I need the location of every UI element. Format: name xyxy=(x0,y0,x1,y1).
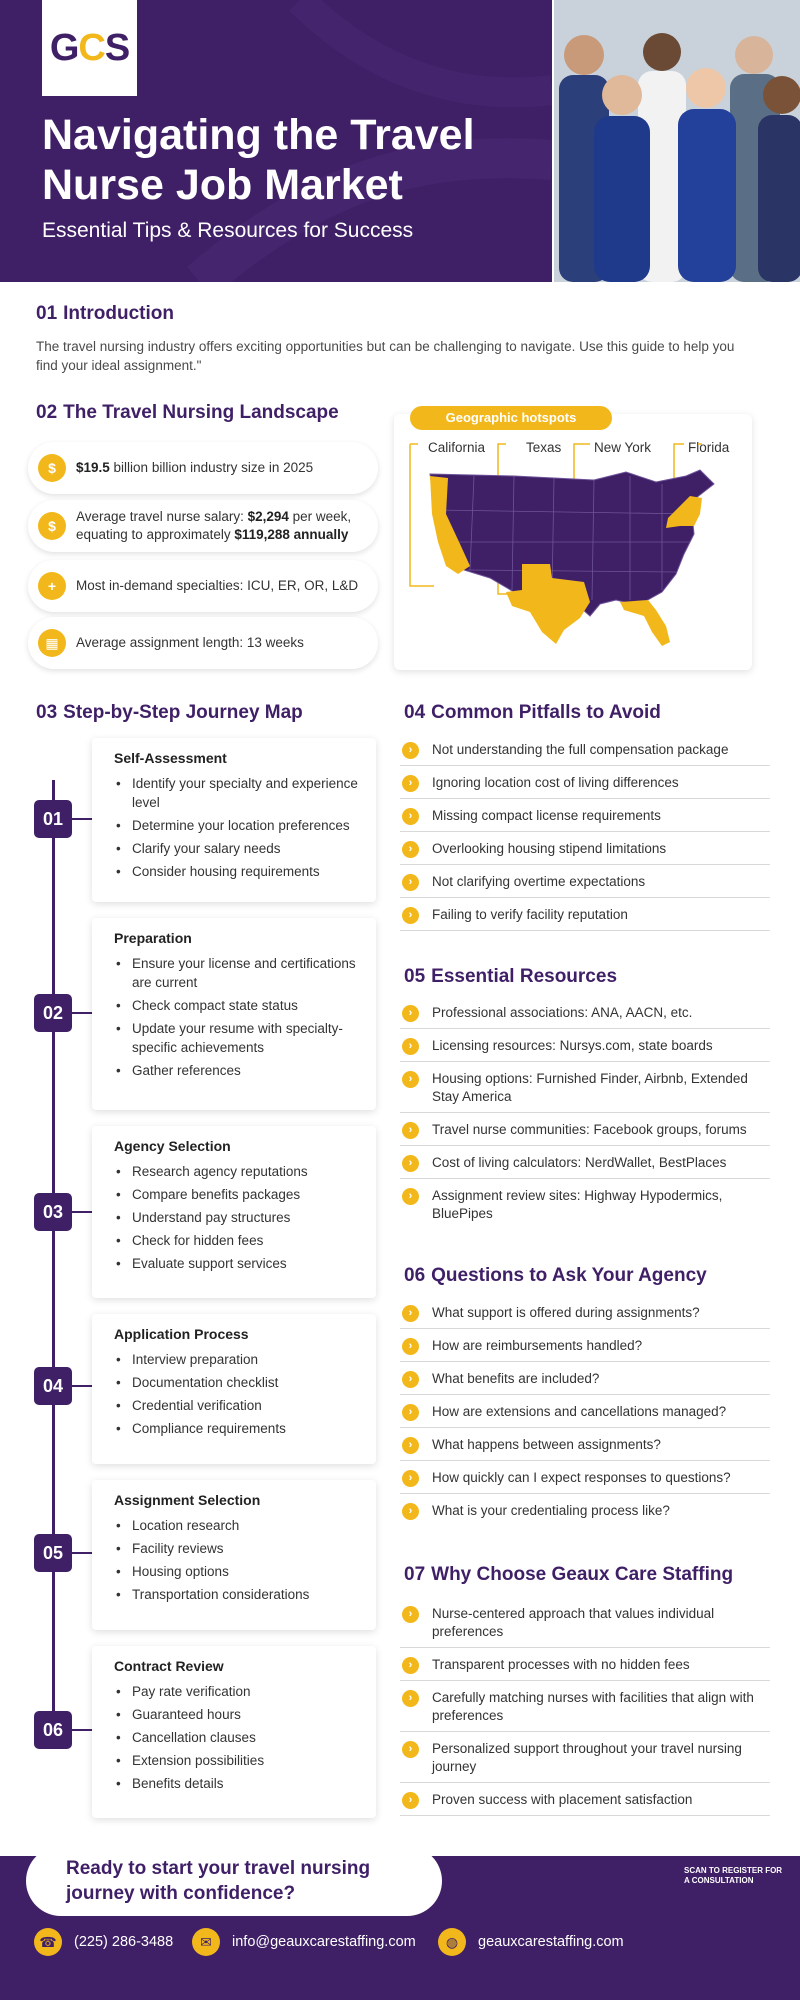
chevron-right-icon: › xyxy=(402,907,419,924)
landscape-heading: 02 The Travel Nursing Landscape xyxy=(36,402,339,423)
chevron-right-icon: › xyxy=(402,1606,419,1623)
nurses-group-photo xyxy=(552,0,800,282)
step-item: • Research agency reputations xyxy=(114,1162,358,1181)
calendar-icon: ▦ xyxy=(38,629,66,657)
step-card-self-assessment xyxy=(92,738,376,902)
chevron-right-icon: › xyxy=(402,1690,419,1707)
list-item: › What happens between assignments? xyxy=(400,1436,770,1461)
stat-industry-size: $ $19.5 billion billion industry size in 2025 xyxy=(28,442,378,494)
chevron-right-icon: › xyxy=(402,1122,419,1139)
chevron-right-icon: › xyxy=(402,1005,419,1022)
chevron-right-icon: › xyxy=(402,1188,419,1205)
chevron-right-icon: › xyxy=(402,1038,419,1055)
list-item: › Travel nurse communities: Facebook groups, forums xyxy=(400,1121,770,1146)
chevron-right-icon: › xyxy=(402,808,419,825)
journey-heading: 03 Step-by-Step Journey Map xyxy=(36,702,303,723)
list-item: › How quickly can I expect responses to questions? xyxy=(400,1469,770,1494)
step-item: • Extension possibilities xyxy=(114,1751,358,1770)
step-title: Application Process xyxy=(114,1326,249,1342)
list-item: › What is your credentialing process like? xyxy=(400,1502,770,1526)
step-title: Agency Selection xyxy=(114,1138,231,1154)
journey-timeline-line xyxy=(52,780,55,1740)
stethoscope-icon: + xyxy=(38,572,66,600)
resources-list xyxy=(400,1004,770,1237)
why-heading: 07 Why Choose Geaux Care Staffing xyxy=(404,1564,734,1585)
step-item: • Check compact state status xyxy=(114,996,358,1015)
step-connector xyxy=(72,1012,92,1014)
step-title: Self-Assessment xyxy=(114,750,227,766)
step-item: • Housing options xyxy=(114,1562,358,1581)
state-label-new-york: New York xyxy=(594,440,652,455)
list-item: › What benefits are included? xyxy=(400,1370,770,1395)
step-item: • Documentation checklist xyxy=(114,1373,358,1392)
chevron-right-icon: › xyxy=(402,1155,419,1172)
chevron-right-icon: › xyxy=(402,1071,419,1088)
website-link[interactable]: geauxcarestaffing.com xyxy=(478,1934,624,1950)
step-connector xyxy=(72,1552,92,1554)
chevron-right-icon: › xyxy=(402,874,419,891)
step-card-assignment-selection xyxy=(92,1480,376,1630)
step-item: • Pay rate verification xyxy=(114,1682,358,1701)
list-item: › Carefully matching nurses with facilities that align with preferences xyxy=(400,1689,770,1732)
resources-heading: 05 Essential Resources xyxy=(404,966,618,987)
chevron-right-icon: › xyxy=(402,1792,419,1809)
chevron-right-icon: › xyxy=(402,1470,419,1487)
scan-to-register-label: SCAN TO REGISTER FOR A CONSULTATION xyxy=(684,1866,783,1885)
page-subtitle: Essential Tips & Resources for Success xyxy=(42,219,414,242)
state-label-florida: Florida xyxy=(688,440,730,455)
step-item: • Clarify your salary needs xyxy=(114,839,358,858)
step-title: Preparation xyxy=(114,930,192,946)
cta-banner: Ready to start your travel nursing journey with confidence? xyxy=(26,1846,442,1916)
list-item: › Failing to verify facility reputation xyxy=(400,906,770,931)
chevron-right-icon: › xyxy=(402,1437,419,1454)
gcs-logo: G C S xyxy=(42,0,137,96)
list-item: › Proven success with placement satisfaction xyxy=(400,1791,770,1816)
chevron-right-icon: › xyxy=(402,742,419,759)
list-item: › Cost of living calculators: NerdWallet, BestPlaces xyxy=(400,1154,770,1179)
state-label-texas: Texas xyxy=(526,440,562,455)
chevron-right-icon: › xyxy=(402,1503,419,1520)
step-item: • Consider housing requirements xyxy=(114,862,358,881)
step-item: • Compare benefits packages xyxy=(114,1185,358,1204)
us-map xyxy=(394,414,752,670)
stat-average-salary: $ Average travel nurse salary: $2,294 per week, equating to approximately $119,288 annually xyxy=(28,500,378,552)
step-item: • Determine your location preferences xyxy=(114,816,358,835)
globe-icon: ◍ xyxy=(438,1928,466,1956)
list-item: › How are reimbursements handled? xyxy=(400,1337,770,1362)
list-item: › Overlooking housing stipend limitations xyxy=(400,840,770,865)
chevron-right-icon: › xyxy=(402,1371,419,1388)
step-card-preparation xyxy=(92,918,376,1110)
chevron-right-icon: › xyxy=(402,1657,419,1674)
salary-icon: $ xyxy=(38,512,66,540)
list-item: › Missing compact license requirements xyxy=(400,807,770,832)
list-item: › What support is offered during assignments? xyxy=(400,1304,770,1329)
step-item: • Location research xyxy=(114,1516,358,1535)
step-badge-04: 04 xyxy=(34,1367,72,1405)
chevron-right-icon: › xyxy=(402,1305,419,1322)
list-item: › Housing options: Furnished Finder, Airbnb, Extended Stay America xyxy=(400,1070,770,1113)
contact-email[interactable] xyxy=(192,1928,416,1956)
list-item: › Transparent processes with no hidden fees xyxy=(400,1656,770,1681)
step-card-application-process xyxy=(92,1314,376,1464)
chevron-right-icon: › xyxy=(402,841,419,858)
intro-heading: 01 Introduction xyxy=(36,303,174,324)
chevron-right-icon: › xyxy=(402,1741,419,1758)
step-title: Contract Review xyxy=(114,1658,224,1674)
page-title: Navigating the Travel Nurse Job Market xyxy=(42,111,475,209)
step-title: Assignment Selection xyxy=(114,1492,261,1508)
list-item: › Ignoring location cost of living differences xyxy=(400,774,770,799)
step-item: • Gather references xyxy=(114,1061,358,1080)
questions-heading: 06 Questions to Ask Your Agency xyxy=(404,1265,707,1286)
step-badge-06: 06 xyxy=(34,1711,72,1749)
step-item: • Check for hidden fees xyxy=(114,1231,358,1250)
stat-assignment-length: ▦ Average assignment length: 13 weeks xyxy=(28,617,378,669)
step-badge-01: 01 xyxy=(34,800,72,838)
step-item: • Compliance requirements xyxy=(114,1419,358,1438)
step-item: • Cancellation clauses xyxy=(114,1728,358,1747)
step-item: • Ensure your license and certifications are current xyxy=(114,954,358,992)
nurses-photo-illustration xyxy=(554,0,800,282)
contact-website[interactable] xyxy=(438,1928,624,1956)
state-label-california: California xyxy=(428,440,486,455)
pitfalls-heading: 04 Common Pitfalls to Avoid xyxy=(404,702,661,723)
list-item: › Assignment review sites: Highway Hypodermics, BluePipes xyxy=(400,1187,770,1229)
chevron-right-icon: › xyxy=(402,1338,419,1355)
chevron-right-icon: › xyxy=(402,775,419,792)
step-badge-05: 05 xyxy=(34,1534,72,1572)
step-connector xyxy=(72,1385,92,1387)
step-card-contract-review xyxy=(92,1646,376,1818)
phone-icon: ☎ xyxy=(34,1928,62,1956)
pitfalls-list xyxy=(400,741,770,939)
list-item: › Personalized support throughout your travel nursing journey xyxy=(400,1740,770,1783)
step-item: • Facility reviews xyxy=(114,1539,358,1558)
stat-specialties: + Most in-demand specialties: ICU, ER, OR, L&D xyxy=(28,560,378,612)
contact-phone[interactable] xyxy=(34,1928,173,1956)
step-item: • Identify your specialty and experience level xyxy=(114,774,358,812)
step-item: • Credential verification xyxy=(114,1396,358,1415)
step-connector xyxy=(72,1729,92,1731)
chevron-right-icon: › xyxy=(402,1404,419,1421)
list-item: › Not clarifying overtime expectations xyxy=(400,873,770,898)
email-address[interactable]: info@geauxcarestaffing.com xyxy=(232,1934,416,1950)
step-badge-02: 02 xyxy=(34,994,72,1032)
list-item: › Not understanding the full compensation package xyxy=(400,741,770,766)
list-item: › Nurse-centered approach that values individual preferences xyxy=(400,1605,770,1648)
questions-list xyxy=(400,1304,770,1534)
list-item: › How are extensions and cancellations managed? xyxy=(400,1403,770,1428)
phone-number[interactable]: (225) 286-3488 xyxy=(74,1934,174,1950)
step-item: • Benefits details xyxy=(114,1774,358,1793)
step-item: • Guaranteed hours xyxy=(114,1705,358,1724)
step-item: • Transportation considerations xyxy=(114,1585,358,1604)
step-item: • Update your resume with specialty-specific achievements xyxy=(114,1019,358,1057)
step-connector xyxy=(72,1211,92,1213)
step-item: • Evaluate support services xyxy=(114,1254,358,1273)
list-item: › Professional associations: ANA, AACN, etc. xyxy=(400,1004,770,1029)
step-connector xyxy=(72,818,92,820)
list-item: › Licensing resources: Nursys.com, state boards xyxy=(400,1037,770,1062)
step-item: • Interview preparation xyxy=(114,1350,358,1369)
money-icon: $ xyxy=(38,454,66,482)
geographic-hotspots-label: Geographic hotspots xyxy=(410,406,612,430)
email-icon: ✉ xyxy=(192,1928,220,1956)
intro-text: The travel nursing industry offers exciting opportunities but can be challenging to navigate. Use this guide to help you find your ideal assignment." xyxy=(36,339,735,373)
step-card-agency-selection xyxy=(92,1126,376,1298)
why-list xyxy=(400,1605,770,1824)
step-badge-03: 03 xyxy=(34,1193,72,1231)
step-item: • Understand pay structures xyxy=(114,1208,358,1227)
